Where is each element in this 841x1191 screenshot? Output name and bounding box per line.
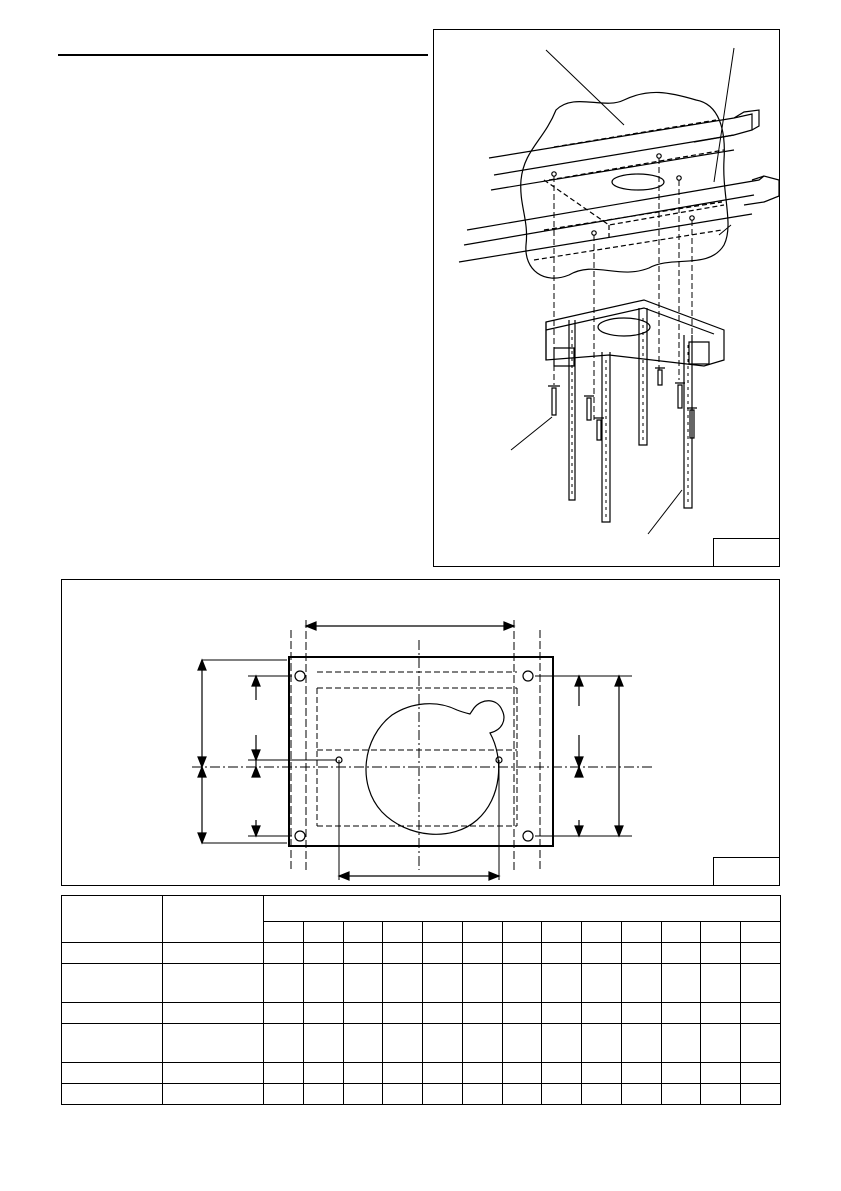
row-label: [62, 1003, 163, 1024]
mounting-plate: [289, 657, 553, 846]
keyhole-bottom-left: [295, 831, 305, 841]
table-cell: [621, 1003, 661, 1024]
table-header-model: [62, 896, 163, 943]
table-cell: [502, 964, 542, 1003]
table-cell: [502, 1063, 542, 1084]
table-subheader: [502, 922, 542, 943]
table-cell: [383, 1003, 423, 1024]
table-cell: [264, 1024, 304, 1063]
ceiling-hole: [612, 174, 664, 190]
table-subheader: [741, 922, 781, 943]
table-cell: [303, 1084, 343, 1105]
heading-rule: [58, 54, 428, 56]
table-row: [62, 964, 781, 1003]
table-cell: [502, 1024, 542, 1063]
row-label: [62, 1084, 163, 1105]
row-unit: [163, 1003, 264, 1024]
keyhole-top-right: [523, 671, 533, 681]
table-cell: [423, 1024, 463, 1063]
row-label: [62, 964, 163, 1003]
table-cell: [423, 943, 463, 964]
table-cell: [621, 943, 661, 964]
table-cell: [423, 1003, 463, 1024]
table-cell: [343, 1063, 383, 1084]
table-cell: [621, 964, 661, 1003]
table-cell: [582, 1003, 622, 1024]
table-cell: [542, 1063, 582, 1084]
table-cell: [343, 1024, 383, 1063]
table-cell: [462, 943, 502, 964]
table-subheader: [701, 922, 741, 943]
table-row: [62, 1003, 781, 1024]
table-cell: [383, 1084, 423, 1105]
table-cell: [621, 1084, 661, 1105]
table-subheader: [264, 922, 304, 943]
table-cell: [741, 1024, 781, 1063]
table-subheader: [582, 922, 622, 943]
table-header-unit: [163, 896, 264, 943]
table-subheader: [621, 922, 661, 943]
table-cell: [502, 1084, 542, 1105]
figure-label-box: [713, 857, 779, 885]
installation-figure: [433, 29, 780, 567]
table-cell: [661, 1003, 701, 1024]
table-cell: [621, 1063, 661, 1084]
keyhole-bottom-right: [523, 831, 533, 841]
table-row: [62, 1024, 781, 1063]
table-row: [62, 943, 781, 964]
table-cell: [741, 964, 781, 1003]
table-cell: [383, 1063, 423, 1084]
table-header-group: [264, 896, 781, 922]
table-cell: [542, 964, 582, 1003]
table-cell: [264, 943, 304, 964]
table-cell: [383, 964, 423, 1003]
table-cell: [303, 1063, 343, 1084]
installation-drawing: [434, 30, 781, 568]
table-cell: [542, 943, 582, 964]
table-subheader: [462, 922, 502, 943]
row-unit: [163, 1063, 264, 1084]
table-cell: [423, 964, 463, 1003]
table-cell: [264, 1084, 304, 1105]
table-cell: [661, 943, 701, 964]
table-cell: [462, 1003, 502, 1024]
table-cell: [621, 1024, 661, 1063]
table-cell: [462, 964, 502, 1003]
table-cell: [582, 1063, 622, 1084]
row-label: [62, 1024, 163, 1063]
table-cell: [383, 1024, 423, 1063]
table-cell: [462, 1024, 502, 1063]
table-cell: [701, 943, 741, 964]
table-cell: [582, 1084, 622, 1105]
table-cell: [462, 1063, 502, 1084]
table-subheader: [383, 922, 423, 943]
dimension-figure: [61, 579, 780, 886]
row-unit: [163, 1024, 264, 1063]
table-subheader: [661, 922, 701, 943]
dimension-drawing: [62, 580, 781, 887]
table-cell: [701, 1003, 741, 1024]
table-cell: [502, 1003, 542, 1024]
table-subheader: [343, 922, 383, 943]
table-cell: [701, 1063, 741, 1084]
specification-table: [61, 895, 781, 1105]
table-cell: [343, 1084, 383, 1105]
table-cell: [542, 1084, 582, 1105]
table-cell: [502, 943, 542, 964]
table-cell: [423, 1063, 463, 1084]
table-cell: [741, 1003, 781, 1024]
table-cell: [701, 1084, 741, 1105]
row-unit: [163, 1084, 264, 1105]
figure-label-box: [713, 538, 779, 566]
row-label: [62, 943, 163, 964]
table-cell: [383, 943, 423, 964]
table-cell: [741, 1063, 781, 1084]
table-cell: [303, 1024, 343, 1063]
table-cell: [741, 1084, 781, 1105]
table-row: [62, 1084, 781, 1105]
table-cell: [701, 1024, 741, 1063]
keyhole-top-left: [295, 671, 305, 681]
table-cell: [741, 943, 781, 964]
row-unit: [163, 943, 264, 964]
table-cell: [661, 1084, 701, 1105]
table-cell: [264, 964, 304, 1003]
cable-cutout: [366, 701, 504, 835]
table-cell: [343, 1003, 383, 1024]
table-cell: [701, 964, 741, 1003]
table-cell: [264, 1003, 304, 1024]
table-cell: [423, 1084, 463, 1105]
table-cell: [582, 943, 622, 964]
table-cell: [582, 964, 622, 1003]
row-unit: [163, 964, 264, 1003]
row-label: [62, 1063, 163, 1084]
table-subheader: [542, 922, 582, 943]
beam-lower: [467, 176, 779, 230]
table-row: [62, 1063, 781, 1084]
table-cell: [542, 1003, 582, 1024]
table-cell: [462, 1084, 502, 1105]
table-cell: [303, 1003, 343, 1024]
table-cell: [303, 943, 343, 964]
table-subheader: [303, 922, 343, 943]
table-cell: [542, 1024, 582, 1063]
table-cell: [661, 1063, 701, 1084]
table-cell: [264, 1063, 304, 1084]
table-cell: [661, 964, 701, 1003]
table-cell: [661, 1024, 701, 1063]
table-cell: [343, 964, 383, 1003]
table-cell: [582, 1024, 622, 1063]
screw: [548, 386, 560, 415]
table-cell: [303, 964, 343, 1003]
table-subheader: [423, 922, 463, 943]
table-cell: [343, 943, 383, 964]
